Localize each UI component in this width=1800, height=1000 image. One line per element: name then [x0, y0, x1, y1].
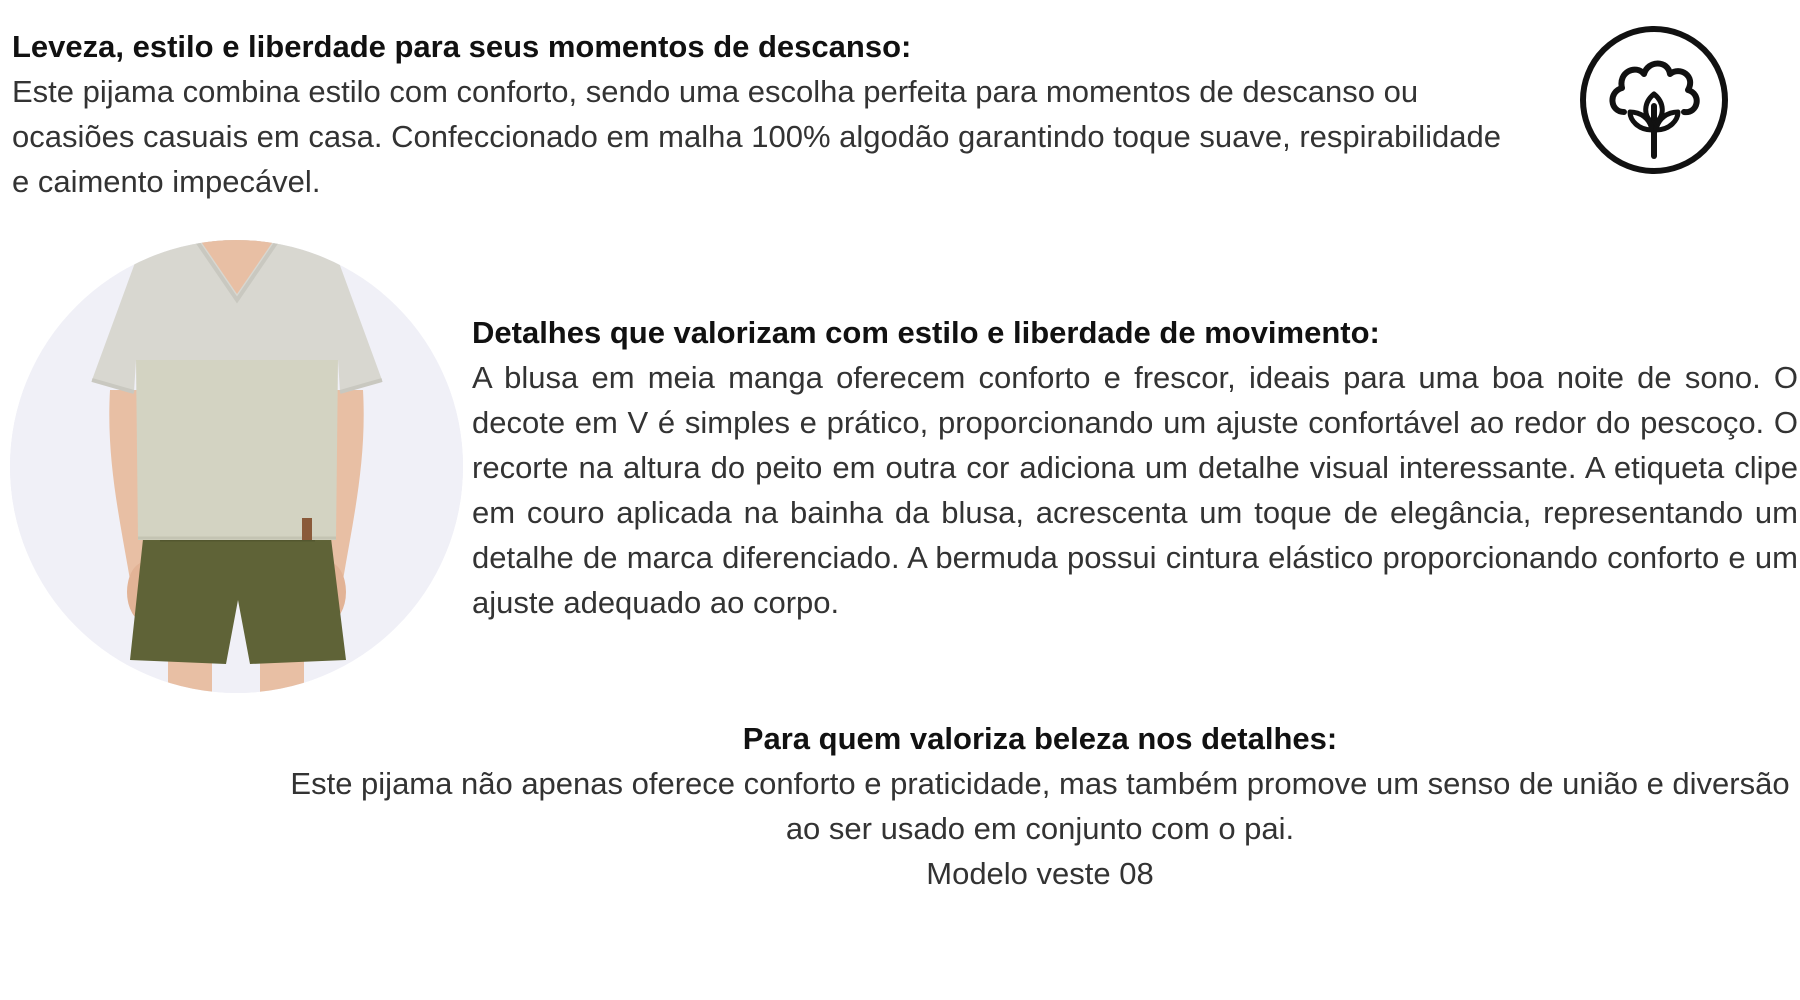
- beauty-title: Para quem valoriza beleza nos detalhes:: [742, 721, 1338, 756]
- cotton-flower-icon: [1578, 24, 1730, 176]
- beauty-section: [280, 716, 1800, 896]
- details-title: Detalhes que valorizam com estilo e liberdade de movimento:: [472, 315, 1380, 350]
- model-size-note: Modelo veste 08: [926, 856, 1154, 891]
- product-photo: [10, 240, 463, 693]
- intro-title: Leveza, estilo e liberdade para seus momentos de descanso:: [12, 29, 912, 64]
- intro-section: [12, 24, 1512, 204]
- details-text: A blusa em meia manga oferecem conforto e frescor, ideais para uma boa noite de sono. O decote em V é simples e prático, proporcionando um ajuste confortável ao redor do pescoço. O recorte na altura do peito em outra cor adiciona um detalhe visual interessante. A etiqueta clipe em couro aplicada na bainha da blusa, acrescenta um toque de elegância, representando um detalhe de marca diferenciado. A bermuda possui cintura elástico proporcionando conforto e um ajuste adequado ao corpo.: [472, 360, 1798, 620]
- beauty-text: Este pijama não apenas oferece conforto e praticidade, mas também promove um senso de união e diversão ao ser usado em conjunto com o pai.: [290, 766, 1790, 846]
- details-section: [472, 310, 1798, 625]
- intro-text: Este pijama combina estilo com conforto, sendo uma escolha perfeita para momentos de descanso ou ocasiões casuais em casa. Confeccionado em malha 100% algodão garantindo toque suave, respirabilidade e caimento impecável.: [12, 74, 1501, 199]
